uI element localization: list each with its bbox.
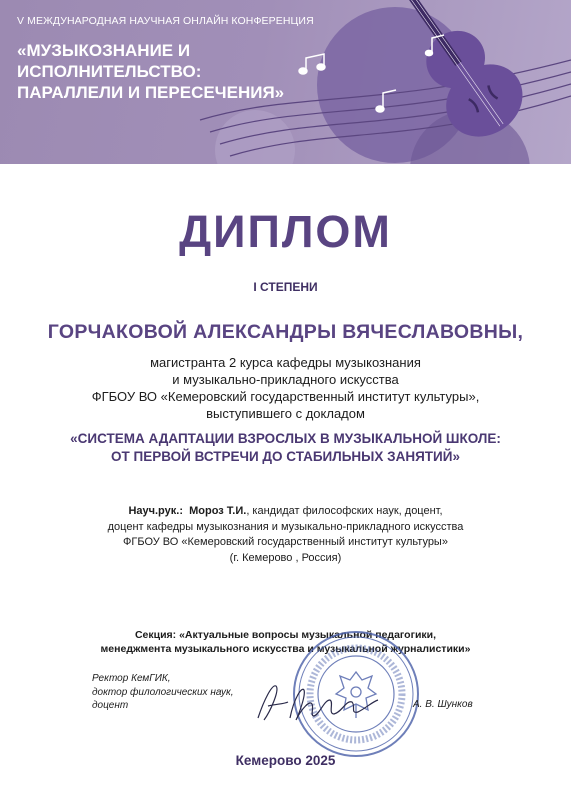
signatory-title	[92, 672, 234, 713]
conference-title-line: ИСПОЛНИТЕЛЬСТВО:	[17, 62, 202, 81]
section-line: Секция: «Актуальные вопросы музыкальной педагогики,	[134, 629, 437, 641]
report-topic	[0, 430, 571, 466]
recipient-name: ГОРЧАКОВОЙ АЛЕКСАНДРЫ ВЯЧЕСЛАВОВНЫ,	[47, 321, 524, 343]
conference-title-line: «МУЗЫКОЗНАНИЕ И	[17, 41, 191, 60]
handwritten-signature	[250, 678, 390, 728]
info-line: и музыкально-прикладного искусства	[172, 372, 399, 387]
info-line: ФГБОУ ВО «Кемеровский государственный институт культуры»,	[91, 389, 480, 404]
supervisor-line: ФГБОУ ВО «Кемеровский государственный институт культуры»	[123, 536, 448, 548]
info-line: магистранта 2 курса кафедры музыкознания	[150, 355, 421, 370]
topic-line: ОТ ПЕРВОЙ ВСТРЕЧИ ДО СТАБИЛЬНЫХ ЗАНЯТИЙ»	[111, 449, 460, 464]
supervisor-label: Науч.рук.:	[128, 505, 183, 517]
diploma-degree: I СТЕПЕНИ	[253, 280, 318, 294]
recipient-info	[0, 354, 571, 422]
topic-line: «СИСТЕМА АДАПТАЦИИ ВЗРОСЛЫХ В МУЗЫКАЛЬНОЙ ШКОЛЕ:	[70, 431, 501, 446]
conference-name: V МЕЖДУНАРОДНАЯ НАУЧНАЯ ОНЛАЙН КОНФЕРЕНЦИЯ	[17, 15, 314, 27]
supervisor-line: доцент кафедры музыкознания и музыкально-прикладного искусства	[107, 520, 464, 533]
signatory-line: Ректор КемГИК,	[92, 673, 171, 684]
supervisor-line: (г. Кемерово , Россия)	[229, 551, 342, 564]
conference-title	[17, 40, 284, 103]
header-banner	[0, 0, 571, 164]
diploma-title: ДИПЛОМ	[179, 206, 392, 257]
signatory-name: А. В. Шунков	[413, 699, 473, 710]
signatory-line: доктор филологических наук,	[92, 686, 234, 698]
supervisor-block	[0, 504, 571, 566]
info-line: выступившего с докладом	[206, 406, 365, 421]
supervisor-degree: , кандидат философских наук, доцент,	[246, 505, 443, 517]
section-line: менеджмента музыкального искусства и музыкальной журналистики»	[100, 643, 471, 655]
city-year: Кемерово 2025	[235, 753, 336, 768]
section-block	[0, 628, 571, 656]
signatory-line: доцент	[92, 700, 129, 711]
conference-title-line: ПАРАЛЛЕЛИ И ПЕРЕСЕЧЕНИЯ»	[17, 83, 285, 102]
supervisor-name: Мороз Т.И.	[189, 505, 247, 517]
